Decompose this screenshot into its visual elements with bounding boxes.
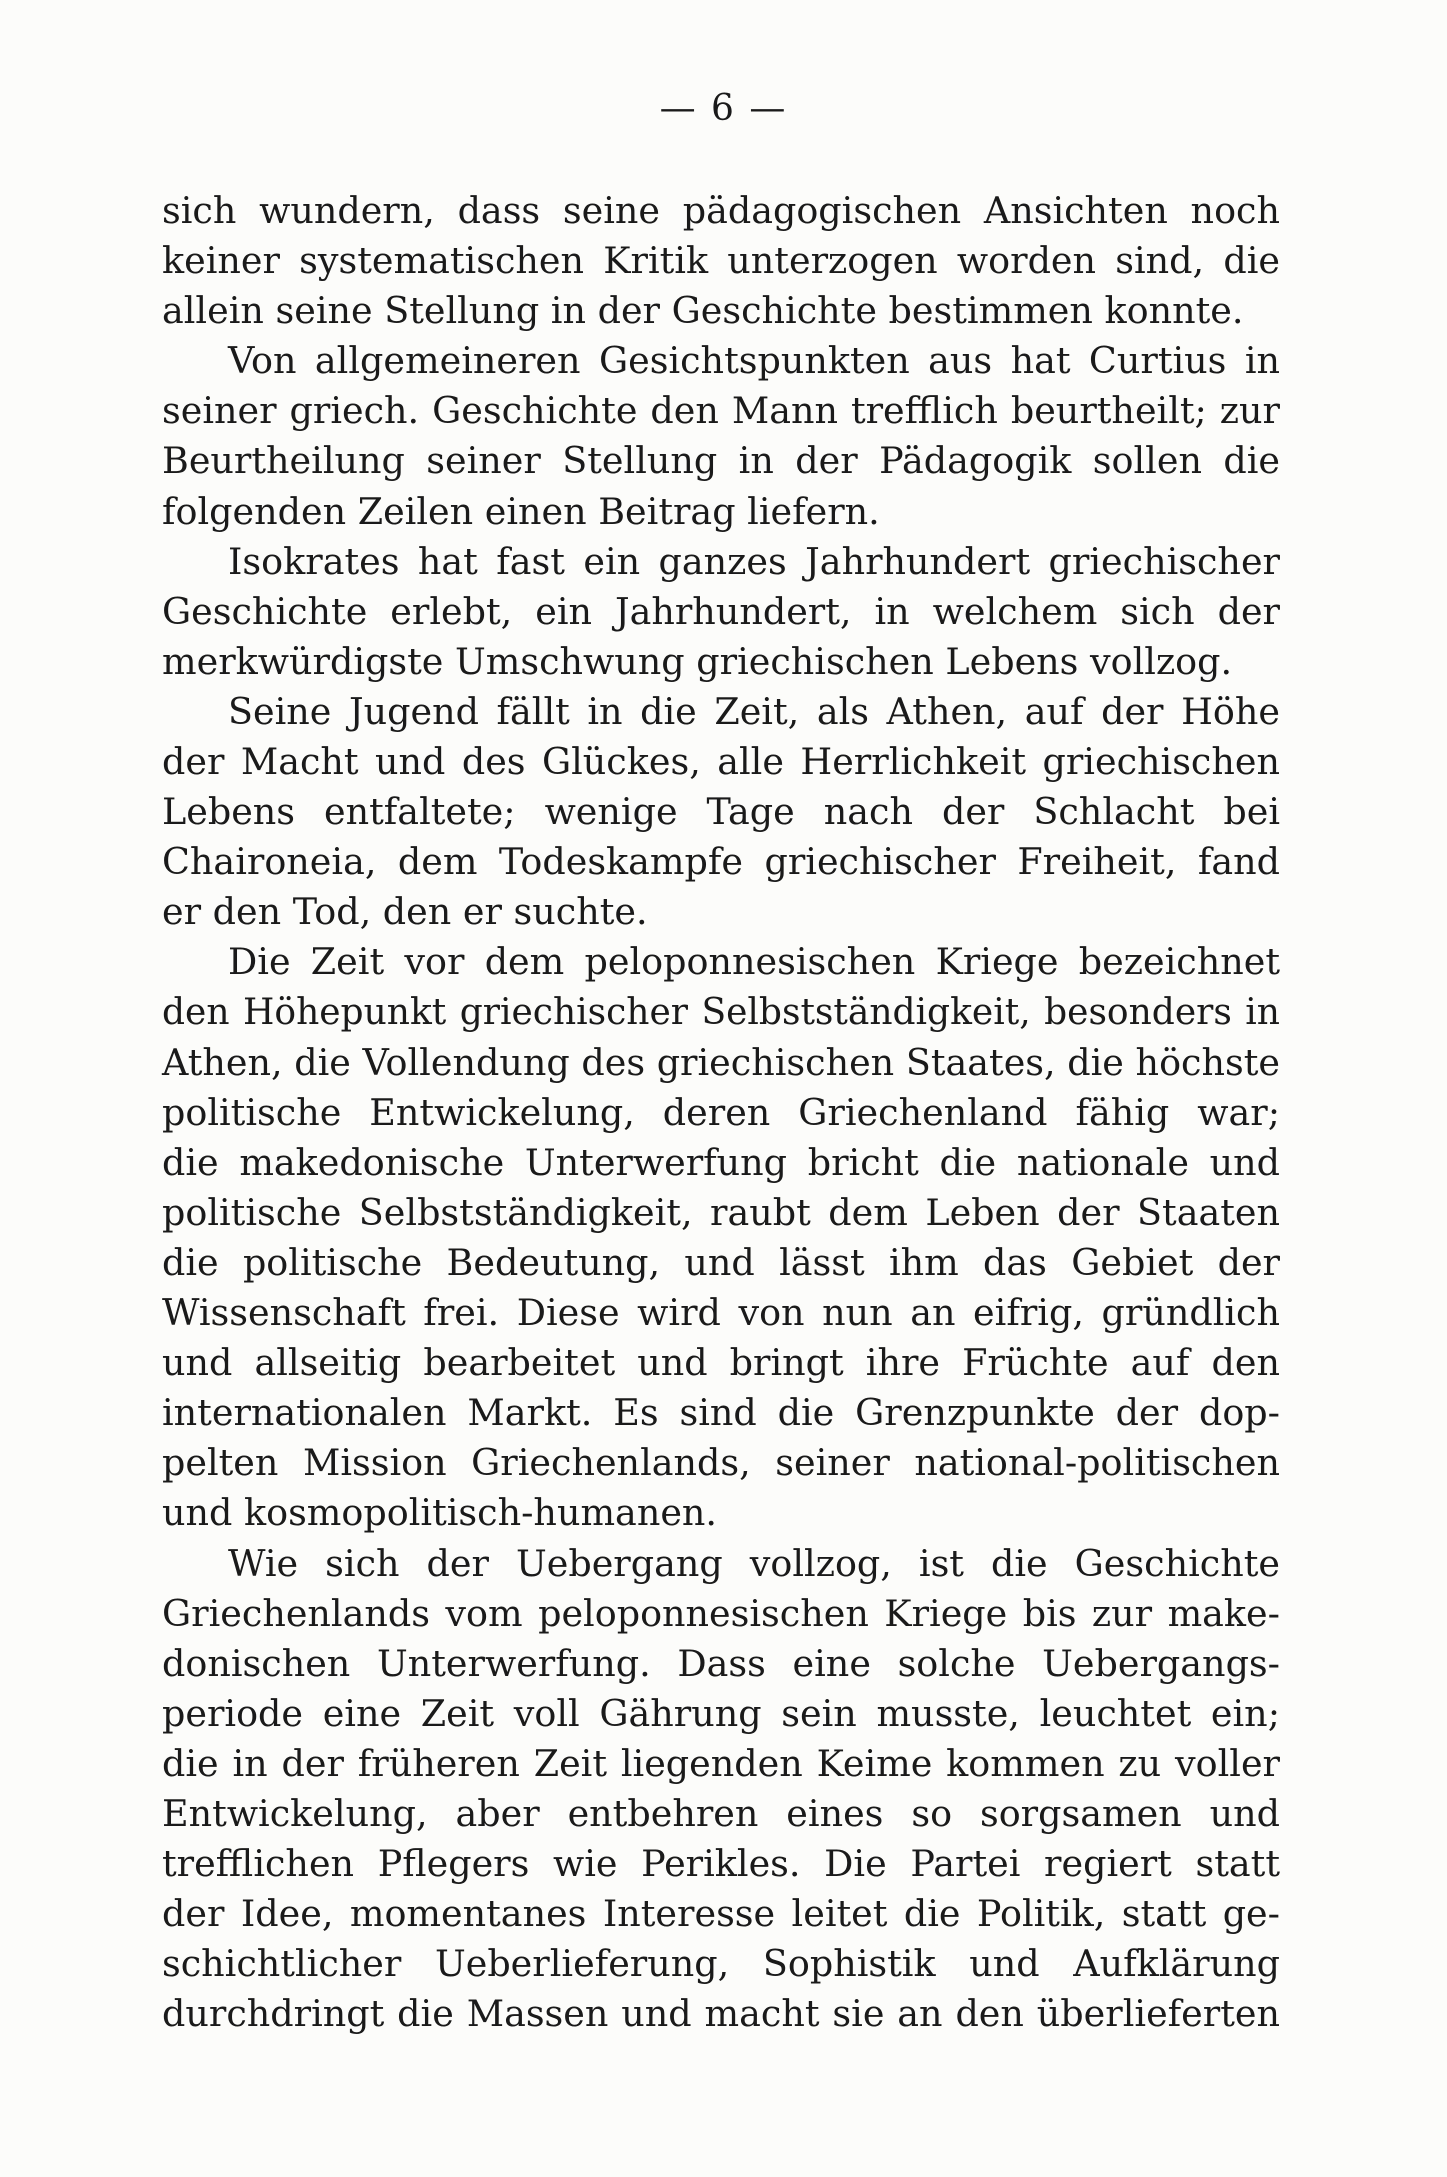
text-line: der Idee, momentanes Interesse leitet die Politik, statt ge-: [162, 1892, 1280, 1936]
text-line: sich wundern, dass seine pädagogischen Ansichten noch: [162, 189, 1280, 232]
text-line: internationalen Markt. Es sind die Grenzpunkte der dop-: [162, 1391, 1280, 1435]
text-line: den Höhepunkt griechischer Selbstständigkeit, besonders in: [162, 991, 1280, 1033]
text-line: allein seine Stellung in der Geschichte bestimmen konnte.: [162, 289, 1244, 333]
text-line: Geschichte erlebt, ein Jahrhundert, in welchem sich der: [162, 589, 1280, 633]
text-line: Athen, die Vollendung des griechischen Staates, die höchste: [162, 1040, 1280, 1084]
text-line: pelten Mission Griechenlands, seiner national-politischen: [162, 1441, 1280, 1485]
text-line: donischen Unterwerfung. Dass eine solche Uebergangs-: [162, 1641, 1280, 1685]
text-line: Die Zeit vor dem peloponnesischen Kriege bezeichnet: [228, 940, 1280, 984]
text-line: trefflichen Pflegers wie Perikles. Die Partei regiert statt: [162, 1842, 1280, 1886]
text-line: die in der früheren Zeit liegenden Keime kommen zu voller: [162, 1741, 1280, 1785]
text-line: Wissenschaft frei. Diese wird von nun an eifrig, gründlich: [162, 1291, 1280, 1335]
text-line: und allseitig bearbeitet und bringt ihre Früchte auf den: [162, 1341, 1280, 1385]
text-line: Seine Jugend fällt in die Zeit, als Athen, auf der Höhe: [228, 689, 1280, 733]
text-line: keiner systematischen Kritik unterzogen worden sind, die: [162, 239, 1280, 283]
text-line: Griechenlands vom peloponnesischen Kriege bis zur make-: [162, 1591, 1280, 1635]
text-line: Isokrates hat fast ein ganzes Jahrhundert griechischer: [228, 539, 1280, 583]
text-line: die makedonische Unterwerfung bricht die nationale und: [162, 1140, 1280, 1184]
text-line: schichtlicher Ueberlieferung, Sophistik und Aufklärung: [162, 1942, 1280, 1986]
text-line: der Macht und des Glückes, alle Herrlichkeit griechischen: [162, 740, 1280, 784]
text-line: Lebens entfaltete; wenige Tage nach der Schlacht bei: [162, 790, 1280, 834]
text-line: und kosmopolitisch-humanen.: [162, 1491, 718, 1535]
text-line: Chaironeia, dem Todeskampfe griechischer Freiheit, fand: [162, 840, 1280, 884]
text-line: er den Tod, den er suchte.: [162, 890, 648, 934]
text-line: politische Entwickelung, deren Griechenland fähig war;: [162, 1090, 1280, 1134]
text-line: seiner griech. Geschichte den Mann trefflich beurtheilt; zur: [162, 389, 1280, 433]
text-line: die politische Bedeutung, und lässt ihm das Gebiet der: [162, 1240, 1280, 1284]
text-line: durchdringt die Massen und macht sie an den überlieferten: [162, 1992, 1280, 2036]
text-line: politische Selbstständigkeit, raubt dem Leben der Staaten: [162, 1190, 1280, 1234]
text-line: folgenden Zeilen einen Beitrag liefern.: [162, 489, 880, 533]
body-text: [162, 186, 1280, 2039]
text-line: periode eine Zeit voll Gährung sein musste, leuchtet ein;: [162, 1691, 1280, 1735]
text-line: merkwürdigste Umschwung griechischen Lebens vollzog.: [162, 639, 1233, 683]
text-line: Beurtheilung seiner Stellung in der Pädagogik sollen die: [162, 439, 1280, 483]
page-number: — 6 —: [659, 88, 788, 129]
text-line: Entwickelung, aber entbehren eines so sorgsamen und: [162, 1792, 1280, 1835]
text-line: Wie sich der Uebergang vollzog, ist die Geschichte: [228, 1541, 1280, 1585]
text-line: Von allgemeineren Gesichtspunkten aus hat Curtius in: [228, 339, 1280, 383]
